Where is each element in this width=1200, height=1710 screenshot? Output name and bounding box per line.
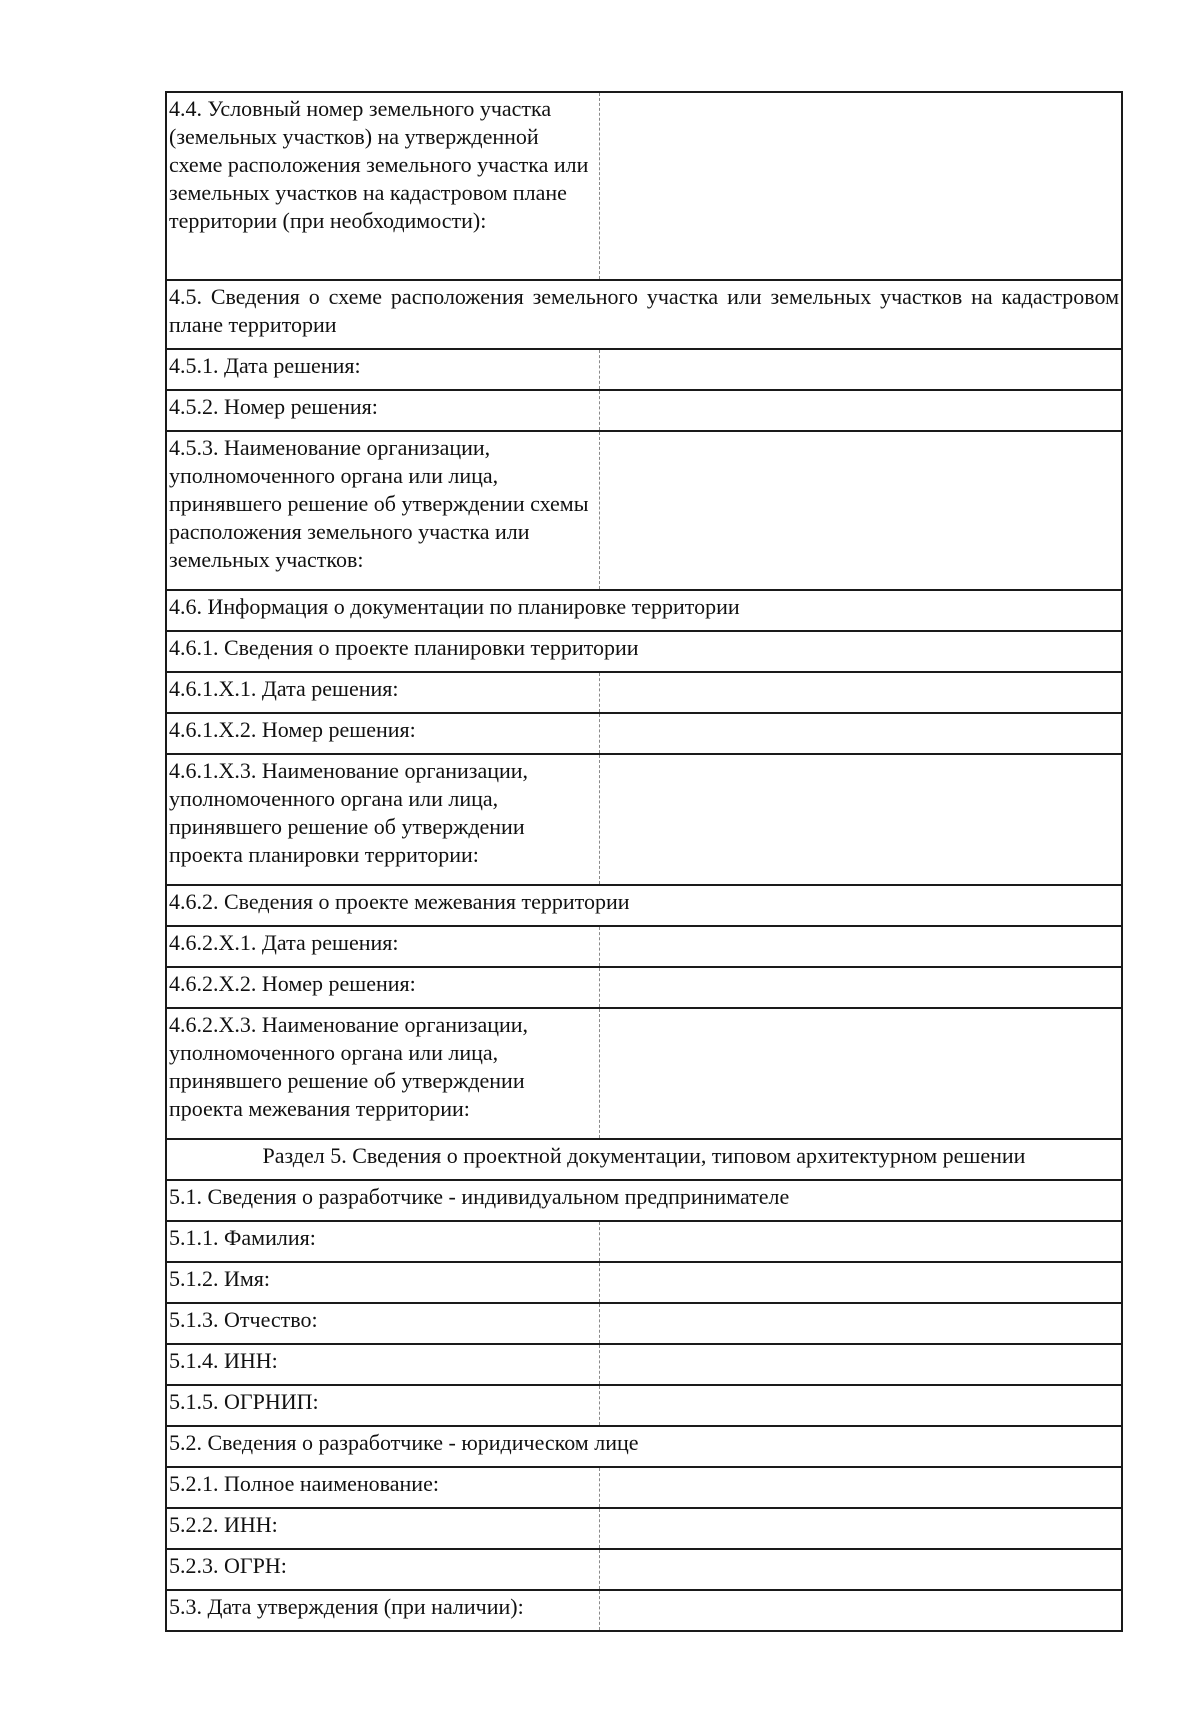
subsection-title: 4.6.2. Сведения о проекте межевания территории <box>166 885 1122 926</box>
field-value[interactable] <box>600 1549 1123 1590</box>
field-label: 4.5.1. Дата решения: <box>166 349 600 390</box>
field-label: 4.6.1.X.2. Номер решения: <box>166 713 600 754</box>
form-row <box>166 1467 1122 1508</box>
form-row <box>166 754 1122 885</box>
field-label: 5.1.5. ОГРНИП: <box>166 1385 600 1426</box>
subsection-row <box>166 631 1122 672</box>
field-value[interactable] <box>600 1385 1123 1426</box>
section-row <box>166 1139 1122 1180</box>
form-row <box>166 1385 1122 1426</box>
field-value[interactable] <box>600 926 1123 967</box>
field-value[interactable] <box>600 1508 1123 1549</box>
form-table <box>165 91 1123 1632</box>
form-row <box>166 1344 1122 1385</box>
form-row <box>166 431 1122 590</box>
subsection-row <box>166 590 1122 631</box>
field-label: 5.2.1. Полное наименование: <box>166 1467 600 1508</box>
form-row <box>166 1262 1122 1303</box>
form-row <box>166 1590 1122 1631</box>
field-label: 5.1.4. ИНН: <box>166 1344 600 1385</box>
subsection-row <box>166 1180 1122 1221</box>
subsection-title: 4.6. Информация о документации по планировке территории <box>166 590 1122 631</box>
form-row <box>166 92 1122 280</box>
field-value[interactable] <box>600 1008 1123 1139</box>
form-row <box>166 713 1122 754</box>
form-row <box>166 926 1122 967</box>
field-value[interactable] <box>600 1467 1123 1508</box>
field-value[interactable] <box>600 967 1123 1008</box>
field-value[interactable] <box>600 713 1123 754</box>
subsection-title: 4.6.1. Сведения о проекте планировки территории <box>166 631 1122 672</box>
field-value[interactable] <box>600 92 1123 280</box>
field-label: 5.2.3. ОГРН: <box>166 1549 600 1590</box>
form-row <box>166 672 1122 713</box>
subsection-title: 5.2. Сведения о разработчике - юридическом лице <box>166 1426 1122 1467</box>
form-row <box>166 1303 1122 1344</box>
field-label: 5.2.2. ИНН: <box>166 1508 600 1549</box>
subsection-row <box>166 885 1122 926</box>
form-row <box>166 1508 1122 1549</box>
form-row <box>166 390 1122 431</box>
form-row <box>166 967 1122 1008</box>
field-value[interactable] <box>600 349 1123 390</box>
field-label: 4.6.2.X.1. Дата решения: <box>166 926 600 967</box>
subsection-title: 4.5. Сведения о схеме расположения земельного участка или земельных участков на кадастровом плане территории <box>166 280 1122 349</box>
field-value[interactable] <box>600 1590 1123 1631</box>
field-label: 4.6.2.X.3. Наименование организации, уполномоченного органа или лица, принявшего решение об утверждении проекта межевания территории: <box>166 1008 600 1139</box>
section-title: Раздел 5. Сведения о проектной документации, типовом архитектурном решении <box>166 1139 1122 1180</box>
subsection-title: 5.1. Сведения о разработчике - индивидуальном предпринимателе <box>166 1180 1122 1221</box>
field-value[interactable] <box>600 1221 1123 1262</box>
field-label: 4.5.3. Наименование организации, уполномоченного органа или лица, принявшего решение об утверждении схемы расположения земельного участка или земельных участков: <box>166 431 600 590</box>
field-value[interactable] <box>600 1262 1123 1303</box>
field-label: 5.1.3. Отчество: <box>166 1303 600 1344</box>
field-value[interactable] <box>600 431 1123 590</box>
field-label: 4.4. Условный номер земельного участка (земельных участков) на утвержденной схеме расположения земельного участка или земельных участков на кадастровом плане территории (при необходимости): <box>166 92 600 280</box>
field-value[interactable] <box>600 1303 1123 1344</box>
field-label: 4.5.2. Номер решения: <box>166 390 600 431</box>
field-value[interactable] <box>600 1344 1123 1385</box>
field-value[interactable] <box>600 672 1123 713</box>
subsection-row <box>166 1426 1122 1467</box>
form-row <box>166 1221 1122 1262</box>
field-value[interactable] <box>600 754 1123 885</box>
form-row <box>166 1008 1122 1139</box>
field-label: 4.6.2.X.2. Номер решения: <box>166 967 600 1008</box>
field-label: 5.1.2. Имя: <box>166 1262 600 1303</box>
form-row <box>166 349 1122 390</box>
field-value[interactable] <box>600 390 1123 431</box>
field-label: 4.6.1.X.1. Дата решения: <box>166 672 600 713</box>
field-label: 5.1.1. Фамилия: <box>166 1221 600 1262</box>
form-row <box>166 1549 1122 1590</box>
field-label: 4.6.1.X.3. Наименование организации, уполномоченного органа или лица, принявшего решение об утверждении проекта планировки территории: <box>166 754 600 885</box>
field-label: 5.3. Дата утверждения (при наличии): <box>166 1590 600 1631</box>
subsection-row <box>166 280 1122 349</box>
